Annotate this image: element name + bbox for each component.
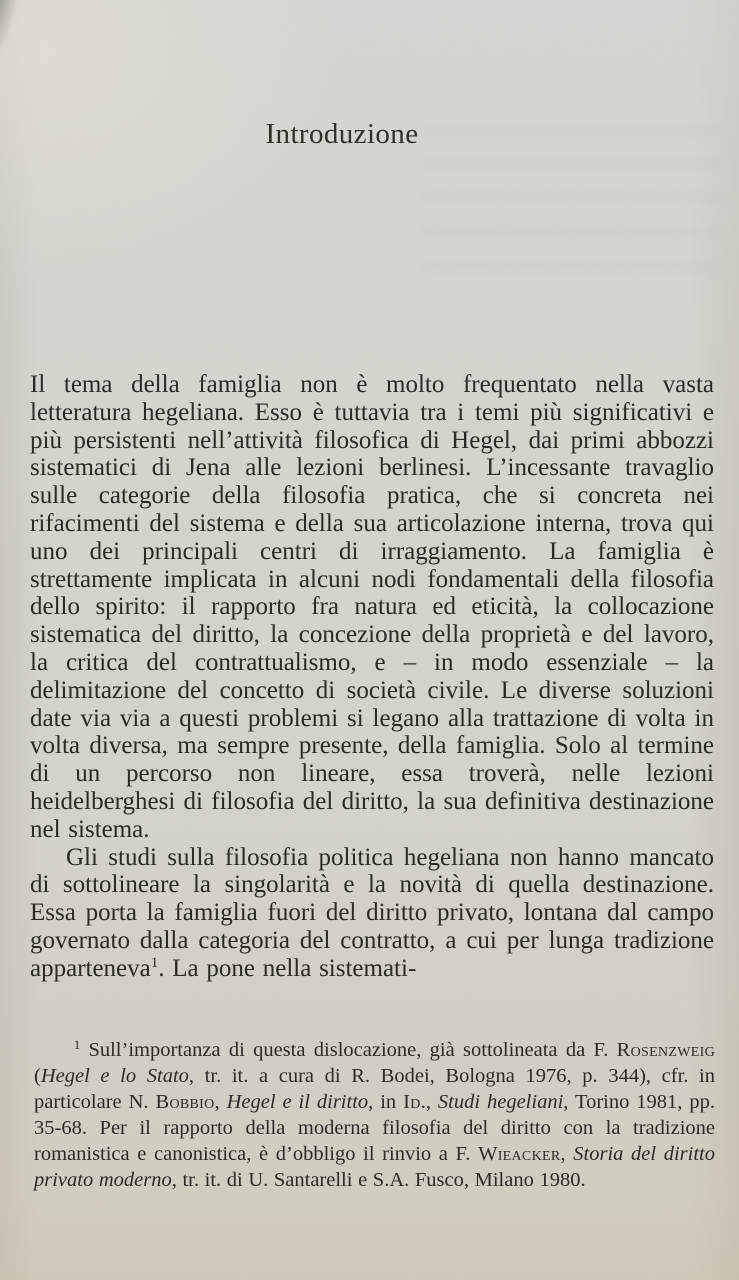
body-paragraph-1: Il tema della famiglia non è molto frequentato nella vasta letteratura hegeliana. Esso è tuttavia tra i temi più significativi e più persistenti nell’attività filosofica di Hegel, dai primi abbozzi sistematici di Jena alle lezioni berlinesi. L’incessante travaglio sulle categorie della filosofia pratica, che si concreta nei rifacimenti del sistema e della sua articolazione interna, trova qui uno dei principali centri di irraggiamento. La famiglia è strettamente implicata in alcuni nodi fondamentali della filosofia dello spirito: il rapporto fra natura ed eticità, la collocazione sistematica del diritto, la concezione della proprietà e del lavoro, la critica del contrattualismo, e – in modo essenziale – la delimitazione del concetto di società civile. Le diverse soluzioni date via via a questi problemi si legano alla trattazione di volta in volta diversa, ma sempre presente, della famiglia. Solo al termine di un percorso non lineare, essa troverà, nelle lezioni heidelberghesi di filosofia del diritto, la sua definitiva destinazione nel sistema. <box>30 371 714 843</box>
body-text-block <box>30 371 714 983</box>
body-paragraph-2: Gli studi sulla filosofia politica hegeliana non hanno mancato di sottolineare la singolarità e la novità di quella destinazione. Essa porta la famiglia fuori del diritto privato, lontana dal campo governato dalla categoria del contratto, a cui per lunga tradizione apparteneva$^1$. La pone nella sistemati- <box>30 843 714 982</box>
chapter-title: Introduzione <box>265 118 419 150</box>
footnote-text: $^1$ Sull’importanza di questa dislocazione, già sottolineata da F. Rosenzweig (Hegel e lo Stato, tr. it. a cura di R. Bodei, Bologna 1976, p. 344), cfr. in particolare N. Bobbio, Hegel e il diritto, in Id., Studi hegeliani, Torino 1981, pp. 35-68. Per il rapporto della moderna filosofia del diritto con la tradizione romanistica e canonistica, è d’obbligo il rinvio a F. Wieacker, Storia del diritto privato moderno, tr. it. di U. Santarelli e S.A. Fusco, Milano 1980. <box>34 1038 716 1191</box>
